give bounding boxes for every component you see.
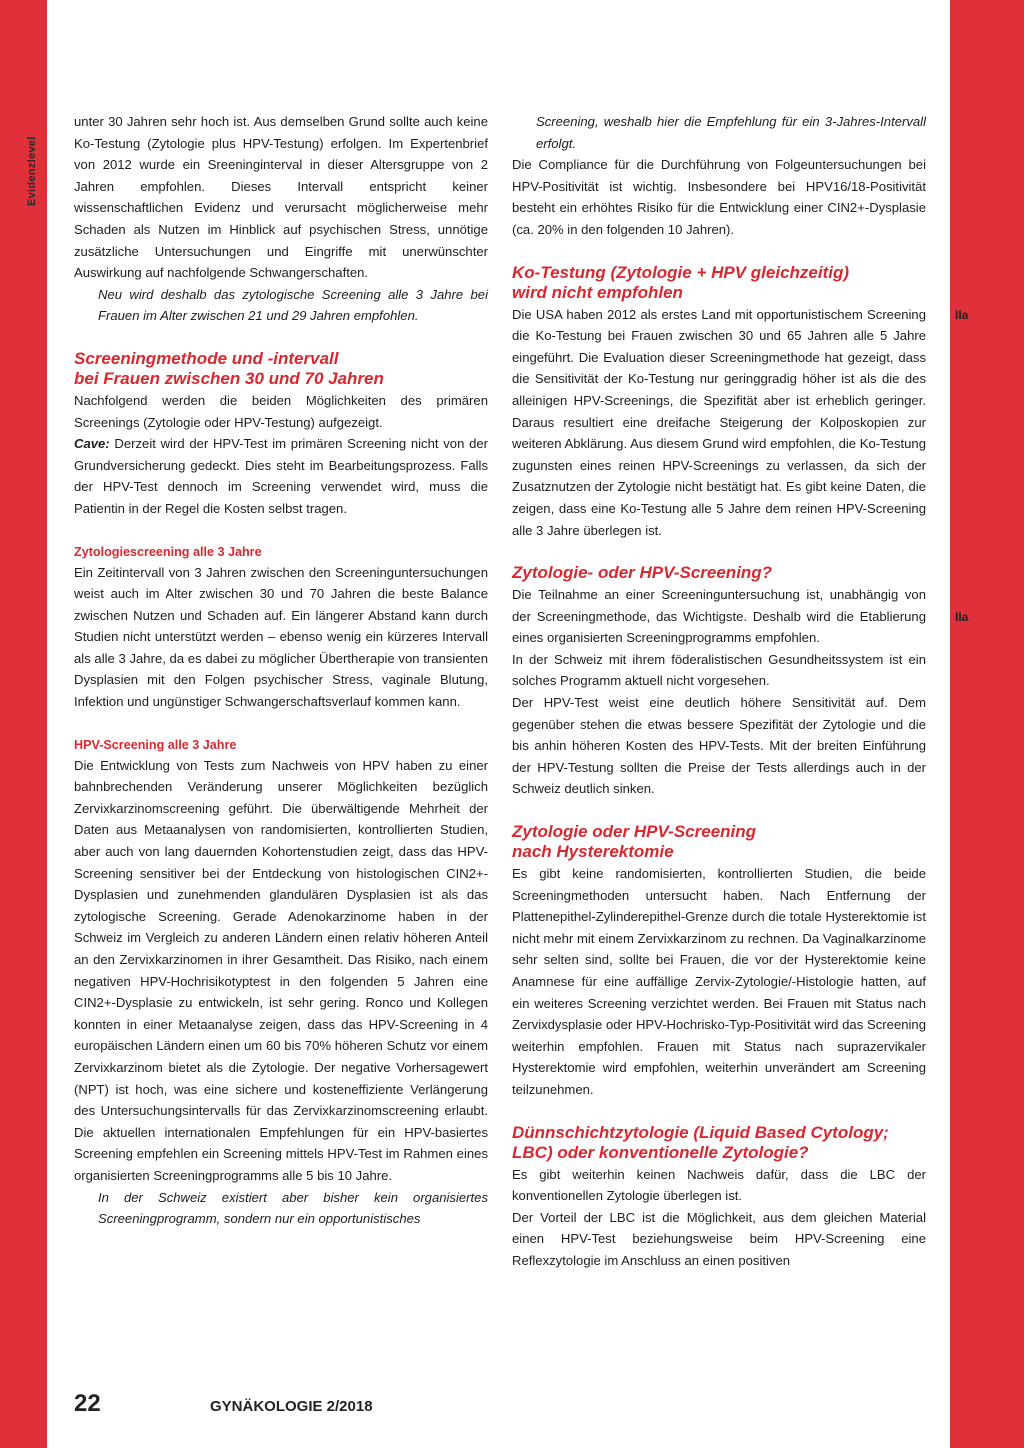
evidence-marker-zyto-hpv: IIa bbox=[955, 610, 969, 624]
right-accent-bar bbox=[950, 0, 1024, 1448]
section-heading-hysterektomie bbox=[512, 822, 926, 862]
evidence-marker-ko-testung: IIa bbox=[955, 308, 969, 322]
paragraph: Nachfolgend werden die beiden Möglichkeiten des primären Screenings (Zytologie oder HPV-Testung) aufgezeigt. bbox=[74, 392, 488, 430]
evidence-level-label: Evidenzlevel bbox=[26, 136, 38, 206]
heading-line: Zytologie oder HPV-Screening bbox=[512, 822, 757, 842]
paragraph: Der HPV-Test weist eine deutlich höhere Sensitivität auf. Dem gegenüber stehen die etwas bessere Spezifität der Zytologie und die bis anhin höheren Kosten des HPV-Tests. Mit der breiten Einführung der HPV-Testung sollten die Preise der Tests allerdings auch in der Schweiz deutlich sinken. bbox=[512, 695, 926, 797]
cave-label: Cave: bbox=[74, 436, 110, 452]
italic-paragraph: In der Schweiz existiert aber bisher kein organisiertes Screeningprogramm, sondern nur ein opportunistisches bbox=[98, 1189, 488, 1227]
heading-line: bei Frauen zwischen 30 und 70 Jahren bbox=[74, 368, 384, 388]
heading-line: Ko-Testung (Zytologie + HPV gleichzeitig) bbox=[512, 262, 850, 282]
heading-line: wird nicht empfohlen bbox=[512, 282, 683, 302]
heading-line: Screeningmethode und -intervall bbox=[74, 348, 339, 368]
section-heading-screening bbox=[74, 349, 488, 389]
heading-line: nach Hysterektomie bbox=[512, 842, 674, 862]
italic-paragraph: Neu wird deshalb das zytologische Screening alle 3 Jahre bei Frauen im Alter zwischen 21 und 29 Jahren empfohlen. bbox=[98, 286, 488, 324]
italic-paragraph: Screening, weshalb hier die Empfehlung für ein 3-Jahres-Intervall erfolgt. bbox=[536, 114, 926, 151]
page-number: 22 bbox=[74, 1390, 101, 1417]
left-accent-bar bbox=[0, 0, 47, 1448]
section-heading-ko-testung bbox=[512, 263, 926, 303]
paragraph: In der Schweiz mit ihrem föderalistischen Gesundheitssystem ist ein solches Programm aktuell nicht vorgesehen. bbox=[512, 651, 926, 689]
paragraph: Die Entwicklung von Tests zum Nachweis von HPV haben zu einer bahnbrechenden Veränderung unserer Möglichkeiten bezüglich Zervixkarzinomscreening geführt. Die überwältigende Mehrheit der Daten aus Metaanalysen von randomisierten, kontrollierten Studien, aber auch von lang dauernden Kohortenstudien zeigt, dass das HPV-Screening sensitiver bei der Entdeckung von histologischen CIN2+-Dysplasien und zunehmenden glandulären Dysplasien ist als das zytologische Screening. Gerade Adenokarzinome haben in der Schweiz im Vergleich zu anderen Ländern einen relativ höheren Anteil an den Zervixkarzinomen in ihrer Gesamtheit. Das Risiko, nach einem negativen HPV-Hochrisikotyptest in den folgenden 5 Jahren eine CIN2+-Dysplasie zu entwickeln, ist sehr gering. Ronco und Kollegen konnten in einer Metaanalyse zeigen, dass das HPV-Screening in 4 europäischen Ländern einen um 60 bis 70% höheren Schutz vor einem Zervixkarzinom bietet als die Zytologie. Der negative Vorhersagewert (NPT) ist hoch, was eine sichere und kosteneffiziente Verlängerung des Untersuchungsintervalls für das Zervixkarzinomscreening erlaubt. Die aktuellen internationalen Empfehlungen für ein HPV-basiertes Screening empfehlen ein Screening mittels HPV-Test im Rahmen eines organisierten Screeningprogramms alle 5 bis 10 Jahre. bbox=[74, 757, 488, 1183]
subheading-zytologie: Zytologiescreening alle 3 Jahre bbox=[74, 544, 262, 559]
paragraph: Es gibt keine randomisierten, kontrollierten Studien, die beide Screeningmethoden untersucht haben. Nach Entfernung der Plattenepithel-Zylinderepithel-Grenze durch die totale Hysterektomie ist nicht mehr mit einem Zervixkarzinom zu rechnen. Da Vaginalkarzinome sehr selten sind, sollte bei Frauen, die vor der Hysterektomie keine Anamnese für eine auffällige Zervix-Zytologie/-Histologie hatten, auf ein weiteres Screening verzichtet werden. Bei Frauen mit Status nach Zervixdysplasie oder HPV-Hochrisko-Typ-Positivität wird das Screening weiterhin empfohlen. Frauen mit Status nach suprazervikaler Hysterektomie wird empfohlen, weiterhin unverändert am Screening teilzunehmen. bbox=[512, 866, 926, 1097]
right-column bbox=[512, 111, 926, 1272]
cave-text: Derzeit wird der HPV-Test im primären Screening nicht von der Grundversicherung gedeckt. Dies steht im Bearbeitungsprozess. Falls der HPV-Test dennoch im Screening verwendet wird, muss die Patientin in der Regel die Kosten selbst tragen. bbox=[74, 436, 488, 516]
section-heading-lbc bbox=[512, 1123, 926, 1163]
subheading-hpv: HPV-Screening alle 3 Jahre bbox=[74, 737, 237, 752]
cave-paragraph bbox=[74, 433, 488, 519]
paragraph: Der Vorteil der LBC ist die Möglichkeit, aus dem gleichen Material einen HPV-Test beziehungsweise beim HPV-Screening eine Reflexzytologie im Anschluss an einen positiven bbox=[512, 1209, 926, 1268]
section-heading-zyto-hpv: Zytologie- oder HPV-Screening? bbox=[512, 563, 773, 583]
paragraph: Die Compliance für die Durchführung von Folgeuntersuchungen bei HPV-Positivität ist wichtig. Insbesondere bei HPV16/18-Positivität besteht ein erhöhtes Risiko für die Entwicklung einer CIN2+-Dysplasie (ca. 20% in den folgenden 10 Jahren). bbox=[512, 157, 926, 237]
paragraph: Ein Zeitintervall von 3 Jahren zwischen den Screeninguntersuchungen weist auch im Alter zwischen 30 und 70 Jahren die beste Balance zwischen Nutzen und Schaden auf. Ein längerer Abstand kann durch Studien nicht unterstützt werden – ebenso wenig ein kürzeres Intervall als alle 3 Jahre, da es dabei zu möglicher Übertherapie von transienten Dysplasien mit den Folgen psychischer Stress, vaginale Blutung, Infektion und ungünstiger Schwangerschaftsverlauf kommen kann. bbox=[74, 564, 488, 710]
evidence-level-sidebar-label bbox=[24, 110, 44, 210]
heading-line: Dünnschichtzytologie (Liquid Based Cytology; bbox=[512, 1122, 889, 1142]
paragraph: unter 30 Jahren sehr hoch ist. Aus demselben Grund sollte auch keine Ko-Testung (Zytologie plus HPV-Testung) erfolgen. Im Expertenbrief von 2012 wurde ein Sreeninginterval in dieser Altersgruppe von 2 Jahren empfohlen. Dieses Intervall entspricht keiner wissenschaftlichen Evidenz und verursacht möglicherweise mehr Schaden als Nutzen im Hinblick auf psychischen Stress, unnötige zusätzliche Untersuchungen und Eingriffe mit unerwünschter Auswirkung auf nachfolgende Schwangerschaften. bbox=[74, 114, 488, 281]
paragraph: Die Teilnahme an einer Screeninguntersuchung ist, unabhängig von der Screeningmethode, das Wichtigste. Deshalb wird die Etablierung eines organisierten Screeningprogramms empfohlen. bbox=[512, 587, 926, 646]
journal-footer: GYNÄKOLOGIE 2/2018 bbox=[210, 1398, 373, 1415]
heading-line: LBC) oder konventionelle Zytologie? bbox=[512, 1142, 809, 1162]
left-column bbox=[74, 111, 488, 1230]
paragraph: Es gibt weiterhin keinen Nachweis dafür, dass die LBC der konventionellen Zytologie überlegen ist. bbox=[512, 1166, 926, 1204]
paragraph: Die USA haben 2012 als erstes Land mit opportunistischem Screening die Ko-Testung bei Frauen zwischen 30 und 65 Jahren alle 5 Jahre eingeführt. Die Evaluation dieser Screeningmethode hat gezeigt, dass die Sensitivität der Ko-Testung nur geringgradig höher ist als die des alleinigen HPV-Screenings, die Spezifität aber ist erheblich geringer. Daraus resultiert eine dreifache Steigerung der Kolposkopien zur weiteren Abklärung. Aus diesem Grund wird empfohlen, die Ko-Testung zugunsten eines reinen HPV-Screenings zu verlassen, da sich der Zusatznutzen der Zytologie nicht bestätigt hat. Es gibt keine Daten, die zeigen, dass eine Ko-Testung alle 5 Jahre dem reinen HPV-Screening alle 3 Jahre überlegen ist. bbox=[512, 306, 926, 538]
